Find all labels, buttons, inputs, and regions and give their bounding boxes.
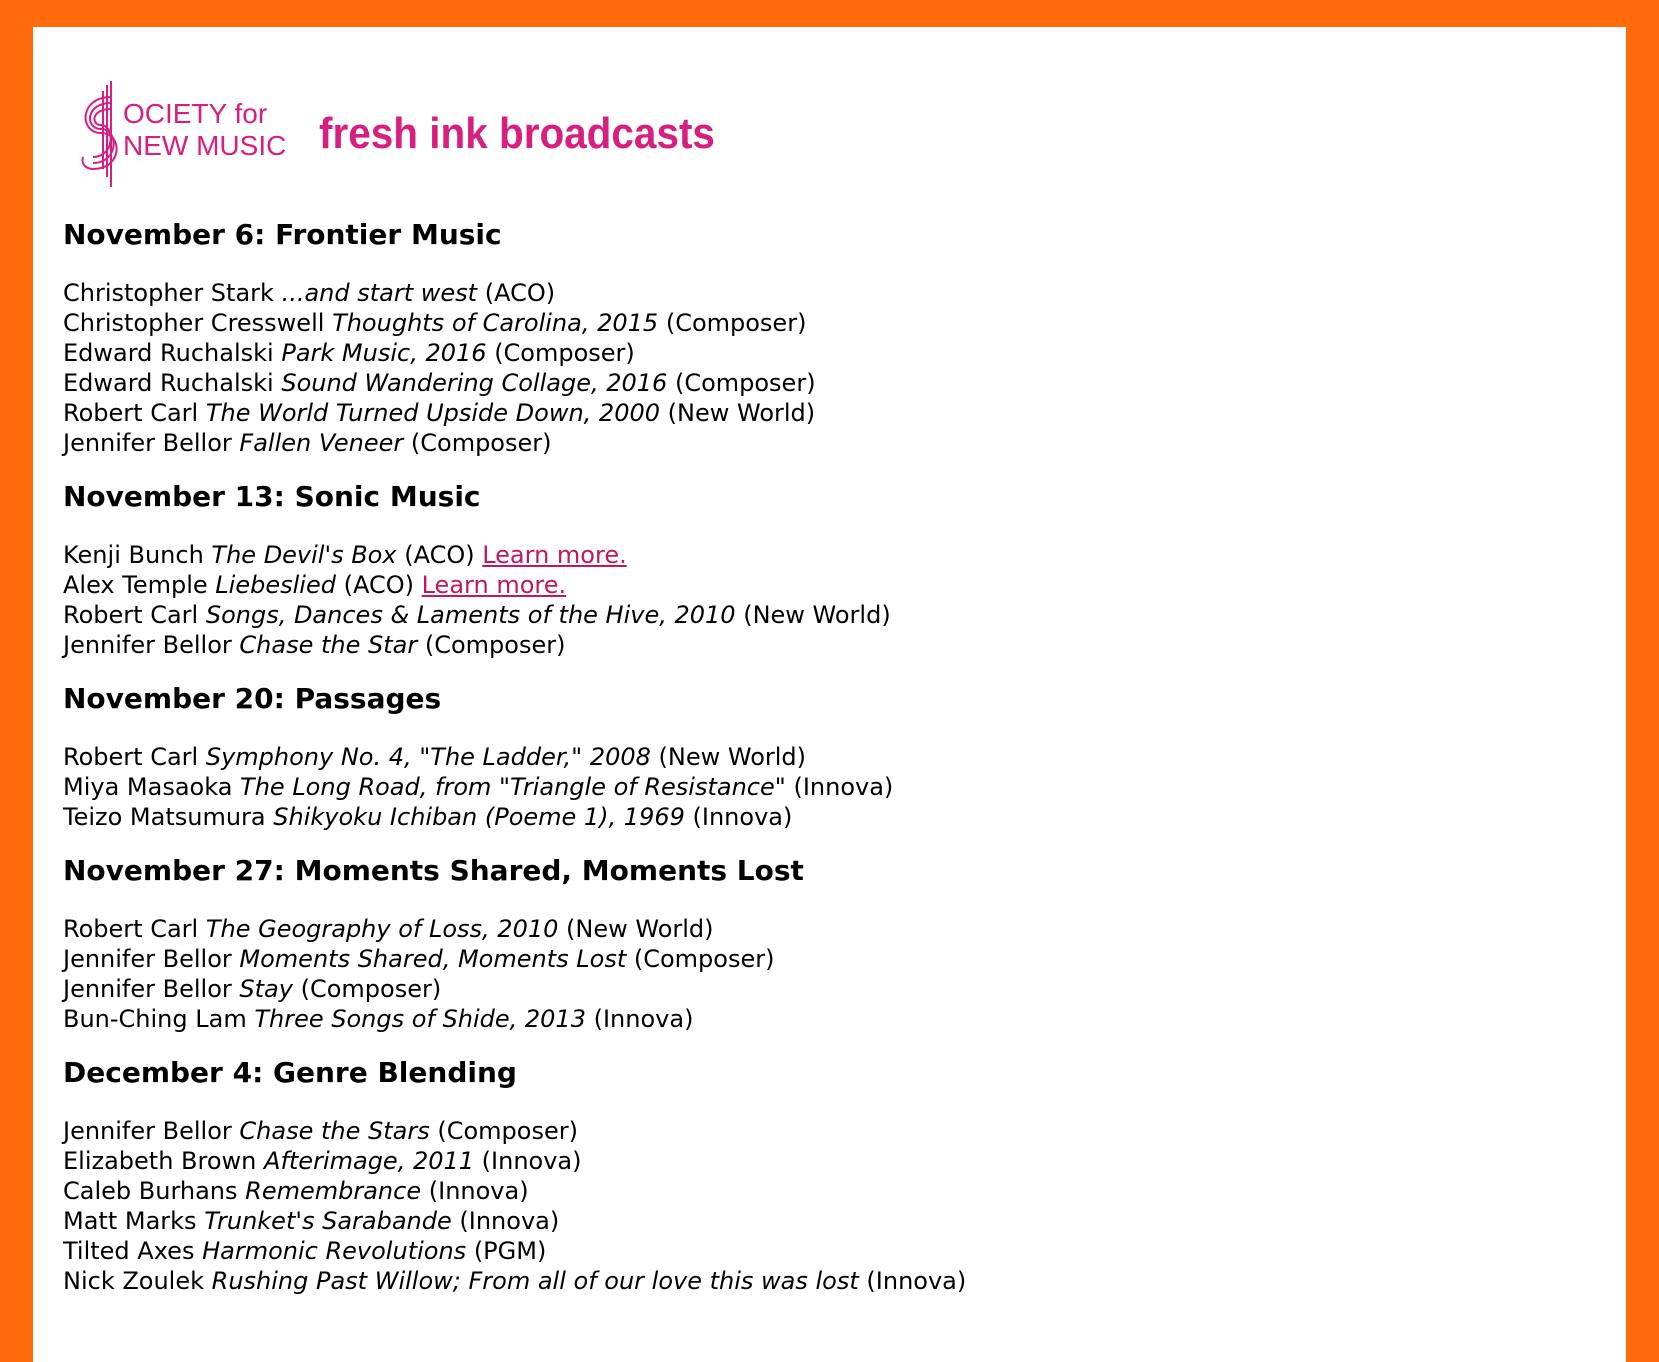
composer-name: Robert Carl <box>63 399 199 427</box>
program-entry <box>63 1004 1563 1034</box>
work-title: Symphony No. 4, "The Ladder," 2008 <box>205 743 651 771</box>
record-label: (Innova) <box>593 1005 694 1033</box>
program-entry <box>63 368 1563 398</box>
section-title: November 27: Moments Shared, Moments Lost <box>63 854 804 887</box>
record-label: (Composer) <box>437 1117 578 1145</box>
work-title: The World Turned Upside Down, 2000 <box>205 399 661 427</box>
program-entry <box>63 308 1563 338</box>
program-entry <box>63 600 1563 630</box>
program-entry <box>63 1116 1563 1146</box>
work-title: Harmonic Revolutions <box>202 1237 467 1265</box>
composer-name: Edward Ruchalski <box>63 369 274 397</box>
program-entry <box>63 338 1563 368</box>
record-label: (Innova) <box>793 773 894 801</box>
program-entry <box>63 944 1563 974</box>
work-title: Shikyoku Ichiban (Poeme 1), 1969 <box>273 803 685 831</box>
record-label: (New World) <box>667 399 816 427</box>
section-title: November 20: Passages <box>63 682 442 715</box>
composer-name: Edward Ruchalski <box>63 339 274 367</box>
work-title: Liebeslied <box>215 571 336 599</box>
work-title: Three Songs of Shide, 2013 <box>254 1005 586 1033</box>
composer-name: Tilted Axes <box>63 1237 195 1265</box>
work-title: The Devil's Box <box>211 541 397 569</box>
composer-name: Bun-Ching Lam <box>63 1005 247 1033</box>
broadcast-section <box>63 1055 1563 1296</box>
record-label: (Innova) <box>866 1267 967 1295</box>
composer-name: Jennifer Bellor <box>63 631 232 659</box>
program-entry <box>63 398 1563 428</box>
record-label: (Composer) <box>424 631 566 659</box>
record-label: (Composer) <box>300 975 442 1003</box>
record-label: (Innova) <box>428 1177 529 1205</box>
record-label: (Composer) <box>633 945 775 973</box>
composer-name: Teizo Matsumura <box>63 803 266 831</box>
work-title: Stay <box>239 975 293 1003</box>
learn-more-link[interactable]: Learn more. <box>421 571 567 599</box>
program-entry <box>63 1146 1563 1176</box>
program-entry <box>63 540 1563 570</box>
composer-name: Christopher Stark <box>63 279 274 307</box>
composer-name: Elizabeth Brown <box>63 1147 257 1175</box>
record-label: (Composer) <box>494 339 635 367</box>
work-title: Fallen Veneer <box>239 429 404 457</box>
society-for-new-music-logo[interactable] <box>71 77 301 197</box>
composer-name: Caleb Burhans <box>63 1177 238 1205</box>
work-title: Remembrance <box>245 1177 422 1205</box>
composer-name: Alex Temple <box>63 571 208 599</box>
program-entry <box>63 428 1563 458</box>
program-entry <box>63 914 1563 944</box>
program-entry <box>63 974 1563 1004</box>
record-label: (PGM) <box>473 1237 547 1265</box>
composer-name: Christopher Cresswell <box>63 309 325 337</box>
logo-text-line1: OCIETY for <box>123 97 268 129</box>
composer-name: Robert Carl <box>63 915 199 943</box>
work-title: The Long Road, from "Triangle of Resistance" <box>240 773 786 801</box>
record-label: (Composer) <box>410 429 552 457</box>
broadcast-schedule <box>63 217 1563 1317</box>
work-title: Park Music, 2016 <box>281 339 487 367</box>
composer-name: Nick Zoulek <box>63 1267 205 1295</box>
logo-text-line2: NEW MUSIC <box>123 129 287 161</box>
record-label: (ACO) <box>484 279 556 307</box>
composer-name: Jennifer Bellor <box>63 975 232 1003</box>
program-entry <box>63 802 1563 832</box>
work-title: ...and start west <box>281 279 478 307</box>
page-container <box>33 27 1626 1362</box>
program-entry <box>63 278 1563 308</box>
work-title: Sound Wandering Collage, 2016 <box>281 369 668 397</box>
work-title: Thoughts of Carolina, 2015 <box>332 309 659 337</box>
site-header <box>71 69 749 204</box>
program-entry <box>63 1176 1563 1206</box>
record-label: (New World) <box>743 601 891 629</box>
record-label: (New World) <box>566 915 714 943</box>
program-entry <box>63 1266 1563 1296</box>
section-title: December 4: Genre Blending <box>63 1056 517 1089</box>
work-title: Songs, Dances & Laments of the Hive, 2010 <box>205 601 736 629</box>
broadcast-section <box>63 681 1563 832</box>
section-title: November 13: Sonic Music <box>63 480 481 513</box>
program-entry <box>63 1206 1563 1236</box>
composer-name: Jennifer Bellor <box>63 429 232 457</box>
work-title: Moments Shared, Moments Lost <box>239 945 627 973</box>
record-label: (New World) <box>658 743 807 771</box>
work-title: The Geography of Loss, 2010 <box>205 915 559 943</box>
broadcast-section <box>63 479 1563 660</box>
composer-name: Miya Masaoka <box>63 773 233 801</box>
broadcast-section <box>63 853 1563 1034</box>
record-label: (ACO) <box>343 571 414 599</box>
composer-name: Robert Carl <box>63 743 199 771</box>
learn-more-link[interactable]: Learn more. <box>482 541 627 569</box>
record-label: (Composer) <box>674 369 816 397</box>
work-title: Trunket's Sarabande <box>204 1207 452 1235</box>
work-title: Chase the Stars <box>239 1117 430 1145</box>
record-label: (Innova) <box>481 1147 582 1175</box>
composer-name: Kenji Bunch <box>63 541 204 569</box>
program-entry <box>63 742 1563 772</box>
composer-name: Matt Marks <box>63 1207 197 1235</box>
program-entry <box>63 1236 1563 1266</box>
program-entry <box>63 772 1563 802</box>
record-label: (ACO) <box>404 541 475 569</box>
work-title: Rushing Past Willow; From all of our love this was lost <box>211 1267 859 1295</box>
composer-name: Jennifer Bellor <box>63 945 232 973</box>
work-title: Afterimage, 2011 <box>264 1147 475 1175</box>
program-entry <box>63 630 1563 660</box>
section-title: November 6: Frontier Music <box>63 218 502 251</box>
composer-name: Jennifer Bellor <box>63 1117 232 1145</box>
program-entry <box>63 570 1563 600</box>
composer-name: Robert Carl <box>63 601 199 629</box>
record-label: (Innova) <box>459 1207 560 1235</box>
work-title: Chase the Star <box>239 631 418 659</box>
record-label: (Composer) <box>665 309 807 337</box>
page-title: fresh ink broadcasts <box>319 108 715 158</box>
broadcast-section <box>63 217 1563 458</box>
record-label: (Innova) <box>692 803 793 831</box>
